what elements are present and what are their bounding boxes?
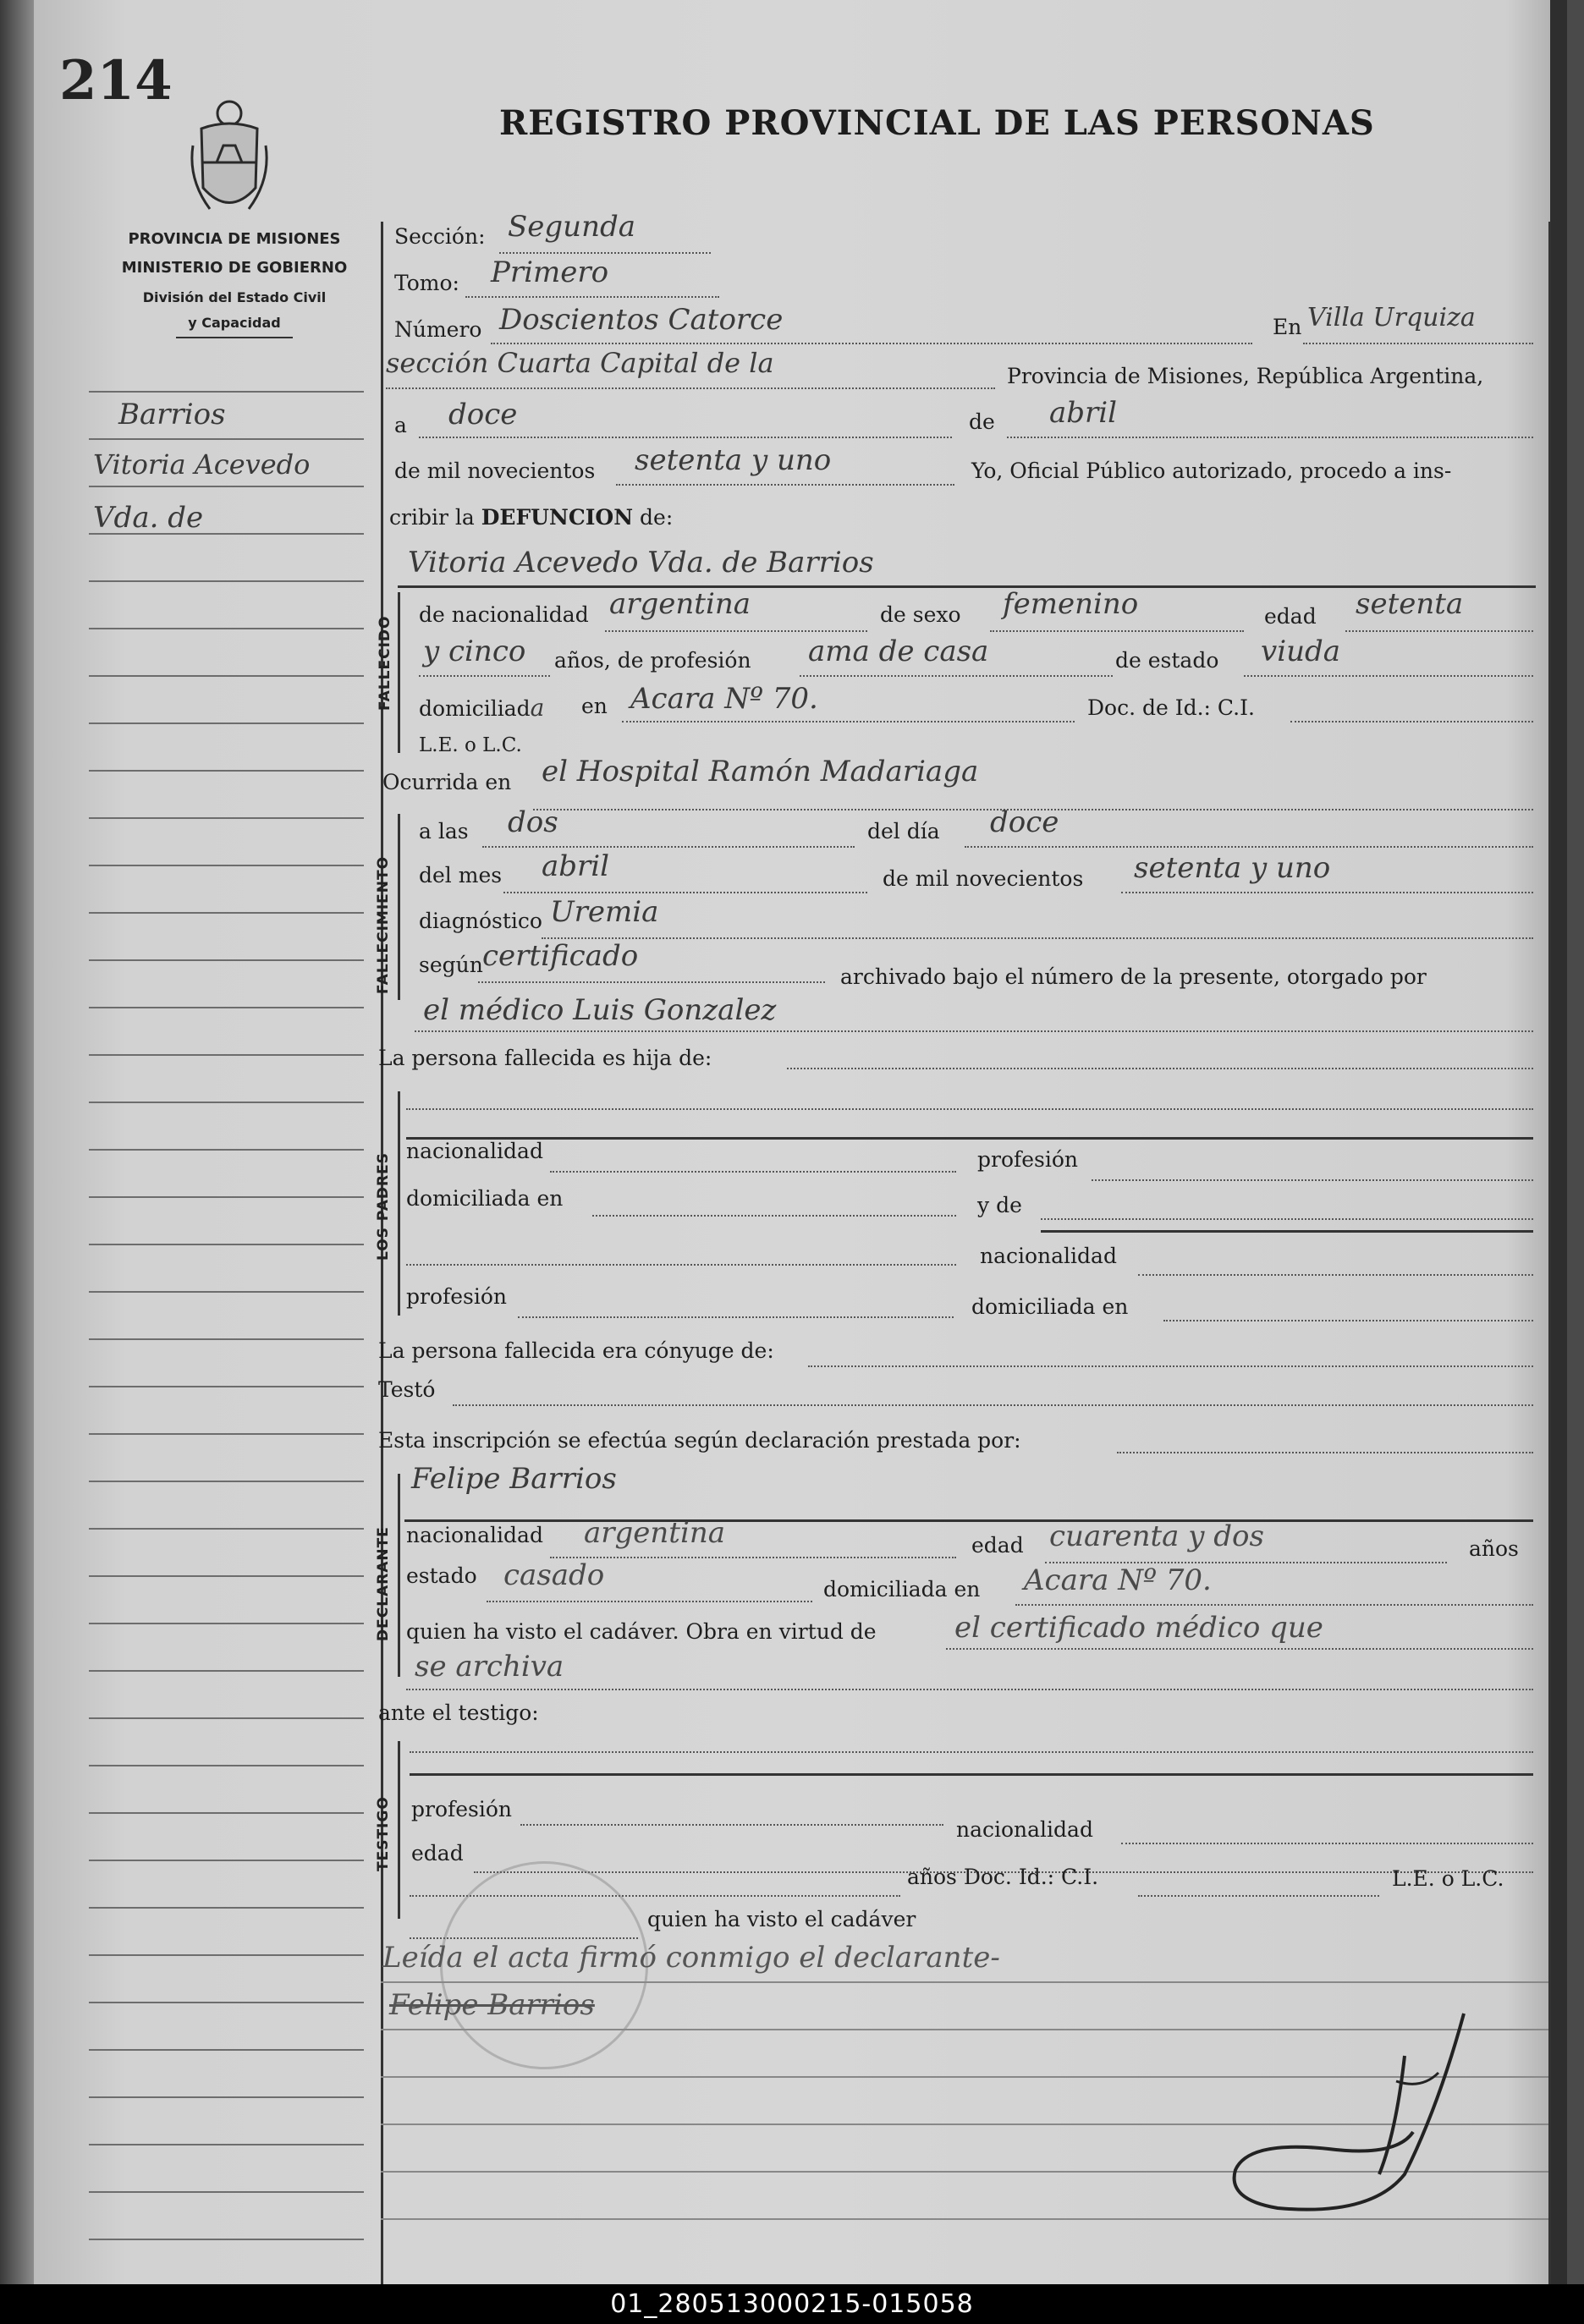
obra-line-2 [406,1689,1533,1690]
a-dia-value: doce [448,398,518,431]
edad-value-1: setenta [1356,587,1464,621]
anio-line [616,484,954,486]
fallecido-section-label: FALLECIDO [377,615,393,711]
cribir-text: cribir la DEFUNCION de: [389,505,674,530]
padres-bracket [398,1091,400,1316]
testigo-intro: ante el testigo: [378,1700,539,1725]
segun-value: certificado [482,939,639,973]
declarante-nombre: Felipe Barrios [411,1462,617,1496]
diagnostico-value: Uremia [550,895,659,929]
org-capacity: y Capacidad [188,315,281,331]
testigo-doc-label: años Doc. Id.: C.I. [907,1865,1099,1889]
a-line [419,437,952,438]
testigo-underline [410,1773,1533,1776]
sexo-label: de sexo [880,602,961,627]
madre-nacionalidad-line [1138,1274,1533,1276]
declarante-nacionalidad-value: argentina [584,1516,726,1550]
de-label: de [969,409,995,434]
conyuge-label: La persona fallecida era cónyuge de: [378,1338,774,1363]
a-label: a [394,413,407,437]
seccion-value: Segunda [508,210,636,244]
declaracion-intro: Esta inscripción se efectúa según declaración prestada por: [378,1428,1021,1453]
en-label: En [1273,315,1302,339]
oficial-text: Yo, Oficial Público autorizado, procedo a ins- [971,459,1452,483]
edad2-line [419,675,550,677]
segun-label: según [419,953,483,977]
testo-label: Testó [378,1377,436,1402]
domicilio-value: Acara Nº 70. [630,682,818,716]
declarante-domicilio-line [1015,1604,1533,1606]
declarante-nacionalidad-line [550,1557,956,1558]
profesion-value: ama de casa [808,635,989,668]
book-spine [0,0,34,2284]
padre-underline [406,1137,1533,1140]
padre-domicilio-label: domiciliada en [406,1186,564,1211]
y-de-label: y de [977,1193,1022,1217]
fallecimiento-section-label: FALLECIMIENTO [375,855,392,994]
dia-value: doce [990,805,1059,839]
madre-line-2 [406,1264,956,1266]
obra-value-1: el certificado médico que [954,1611,1323,1645]
otorgado-line [415,1030,1533,1032]
madre-nacionalidad-label: nacionalidad [980,1244,1117,1268]
edad-value-2: y cinco [423,635,526,668]
del-dia-label: del día [867,819,940,843]
testigo-visto-label: quien ha visto el cadáver [647,1907,916,1931]
obra-value-2: se archiva [415,1650,564,1684]
declarante-estado-label: estado [406,1563,477,1588]
declarante-section-label: DECLARANTE [375,1526,392,1641]
ocurrida-label: Ocurrida en [382,770,512,794]
mes-fallecimiento-value: abril [542,849,610,883]
doc-line [1290,721,1533,722]
seccion-lugar-line [386,387,995,389]
archivado-text: archivado bajo el número de la presente, otorgado por [840,964,1427,989]
doc-label: Doc. de Id.: C.I. [1087,695,1255,720]
testigo-section-label: TESTIGO [375,1796,392,1871]
padres-section-label: LOS PADRES [375,1152,392,1261]
obra-line [946,1648,1533,1650]
padre-nombre-line [406,1108,1533,1110]
domiciliad-suffix: a [530,694,545,722]
declaracion-intro-line [1117,1452,1533,1453]
padre-nacionalidad-label: nacionalidad [406,1139,543,1163]
declarante-nacionalidad-label: nacionalidad [406,1523,543,1547]
tomo-value: Primero [491,255,609,289]
mil-label: de mil novecientos [883,866,1084,891]
anio-fallecimiento-value: setenta y uno [1134,851,1331,885]
nombre-fallecido: Vitoria Acevedo Vda. de Barrios [408,546,874,580]
anios-profesion-label: años, de profesión [554,648,751,673]
en-line [1303,343,1533,344]
de-mil-label: de mil novecientos [394,459,596,483]
testigo-nacionalidad-label: nacionalidad [956,1817,1093,1842]
numero-line [491,343,1252,344]
domicilio-line [622,721,1075,722]
footer-id-bar: 01_280513000215-015058 [0,2284,1584,2324]
madre-domicilio-label: domiciliada en [971,1294,1129,1319]
anio-value: setenta y uno [635,443,832,477]
ocurrida-value: el Hospital Ramón Madariaga [542,755,979,788]
nacionalidad-label: de nacionalidad [419,602,589,627]
madre-domicilio-line [1163,1320,1533,1321]
profesion-line [800,675,1113,677]
diagnostico-line [542,937,1533,939]
fallecido-bracket [398,592,400,753]
testigo-profesion-line [520,1824,943,1826]
seccion-line [499,252,711,254]
testo-line [453,1404,1533,1406]
seccion-lugar-value: sección Cuarta Capital de la [386,347,774,379]
coat-of-arms-icon [184,95,274,222]
padre-domicilio-line [592,1215,956,1217]
declarante-edad-label: edad [971,1533,1024,1558]
en-value: Villa Urquiza [1307,303,1476,332]
sexo-value: femenino [1003,587,1139,621]
leida-text: Leída el acta firmó conmigo el declarante- [382,1941,1000,1975]
declarante-underline [404,1519,1533,1522]
declarante-visto-text: quien ha visto el cadáver. Obra en virtud de [406,1619,877,1644]
declarante-estado-value: casado [503,1558,605,1592]
testigo-nombre-line [410,1751,1533,1753]
testigo-profesion-label: profesión [411,1797,513,1821]
le-label: L.E. o L.C. [419,734,522,756]
firma-declarante: Felipe Barrios [389,1988,595,2022]
hora-line [482,846,855,848]
declarante-domicilio-value: Acara Nº 70. [1024,1563,1212,1597]
org-division: División del Estado Civil [142,289,327,305]
mes-value: abril [1049,396,1118,430]
declarante-estado-line [487,1601,812,1602]
cierre-rule-1 [381,1981,1548,1983]
estado-line [1244,675,1533,677]
mes-fallecimiento-line [503,892,867,893]
provincia-text: Provincia de Misiones, República Argentina, [1007,364,1484,388]
padres-intro: La persona fallecida es hija de: [378,1046,712,1070]
estado-value: viuda [1261,635,1341,668]
page-edge [1550,0,1567,2284]
fallecimiento-bracket [398,814,400,1000]
declarante-anios-label: años [1469,1536,1519,1561]
madre-nombre-line [1041,1218,1533,1220]
org-province: PROVINCIA DE MISIONES [128,230,341,248]
form-right-border [1548,222,1551,2286]
testigo-doc-line [1138,1895,1379,1897]
padres-intro-line [787,1068,1533,1069]
dia-line [965,846,1533,848]
sexo-line [990,630,1244,632]
page-title: REGISTRO PROVINCIAL DE LAS PERSONAS [499,103,1375,143]
madre-profesion-label: profesión [406,1284,508,1309]
madre-underline [1041,1230,1533,1233]
hora-value: dos [508,805,558,839]
testigo-nacionalidad-line [1121,1843,1533,1844]
edad-label: edad [1264,604,1317,629]
margin-note-line1: Barrios [118,398,226,431]
mes-line [1007,437,1533,438]
del-mes-label: del mes [419,863,503,887]
edad-line [1345,630,1533,632]
a-las-label: a las [419,819,469,843]
numero-value: Doscientos Catorce [499,303,784,337]
margin-note-line2: Vitoria Acevedo [93,448,311,481]
otorgado-value: el médico Luis Gonzalez [423,993,777,1027]
declarante-bracket [398,1474,400,1677]
padre-nacionalidad-line [550,1171,956,1173]
testigo-edad-label: edad [411,1841,464,1865]
seccion-label: Sección: [394,224,486,249]
padre-profesion-line [1092,1179,1533,1181]
anio-fallecimiento-line [1121,892,1533,893]
padre-profesion-label: profesión [977,1147,1079,1172]
nacionalidad-value: argentina [609,587,751,621]
estado-label: de estado [1115,648,1219,673]
org-ministry: MINISTERIO DE GOBIERNO [121,259,348,277]
declarante-domicilio-label: domiciliada en [823,1577,981,1602]
testigo-le-label: L.E. o L.C. [1392,1866,1504,1891]
domiciliad-label: domiciliada [419,694,545,722]
testigo-bracket [398,1741,400,1919]
conyuge-line [808,1365,1533,1367]
official-signature-icon [1210,2005,1498,2225]
tomo-line [465,296,719,298]
tomo-label: Tomo: [394,271,459,295]
nacionalidad-line [605,630,867,632]
madre-profesion-line [518,1316,954,1318]
numero-label: Número [394,317,482,342]
domicilio-en-label: en [581,694,608,718]
org-underline [176,337,293,338]
declarante-edad-value: cuarenta y dos [1049,1519,1264,1553]
margin-note-line3: Vda. de [93,501,204,535]
diagnostico-label: diagnóstico [419,909,542,933]
page-number: 214 [59,49,173,113]
segun-line [478,981,825,983]
